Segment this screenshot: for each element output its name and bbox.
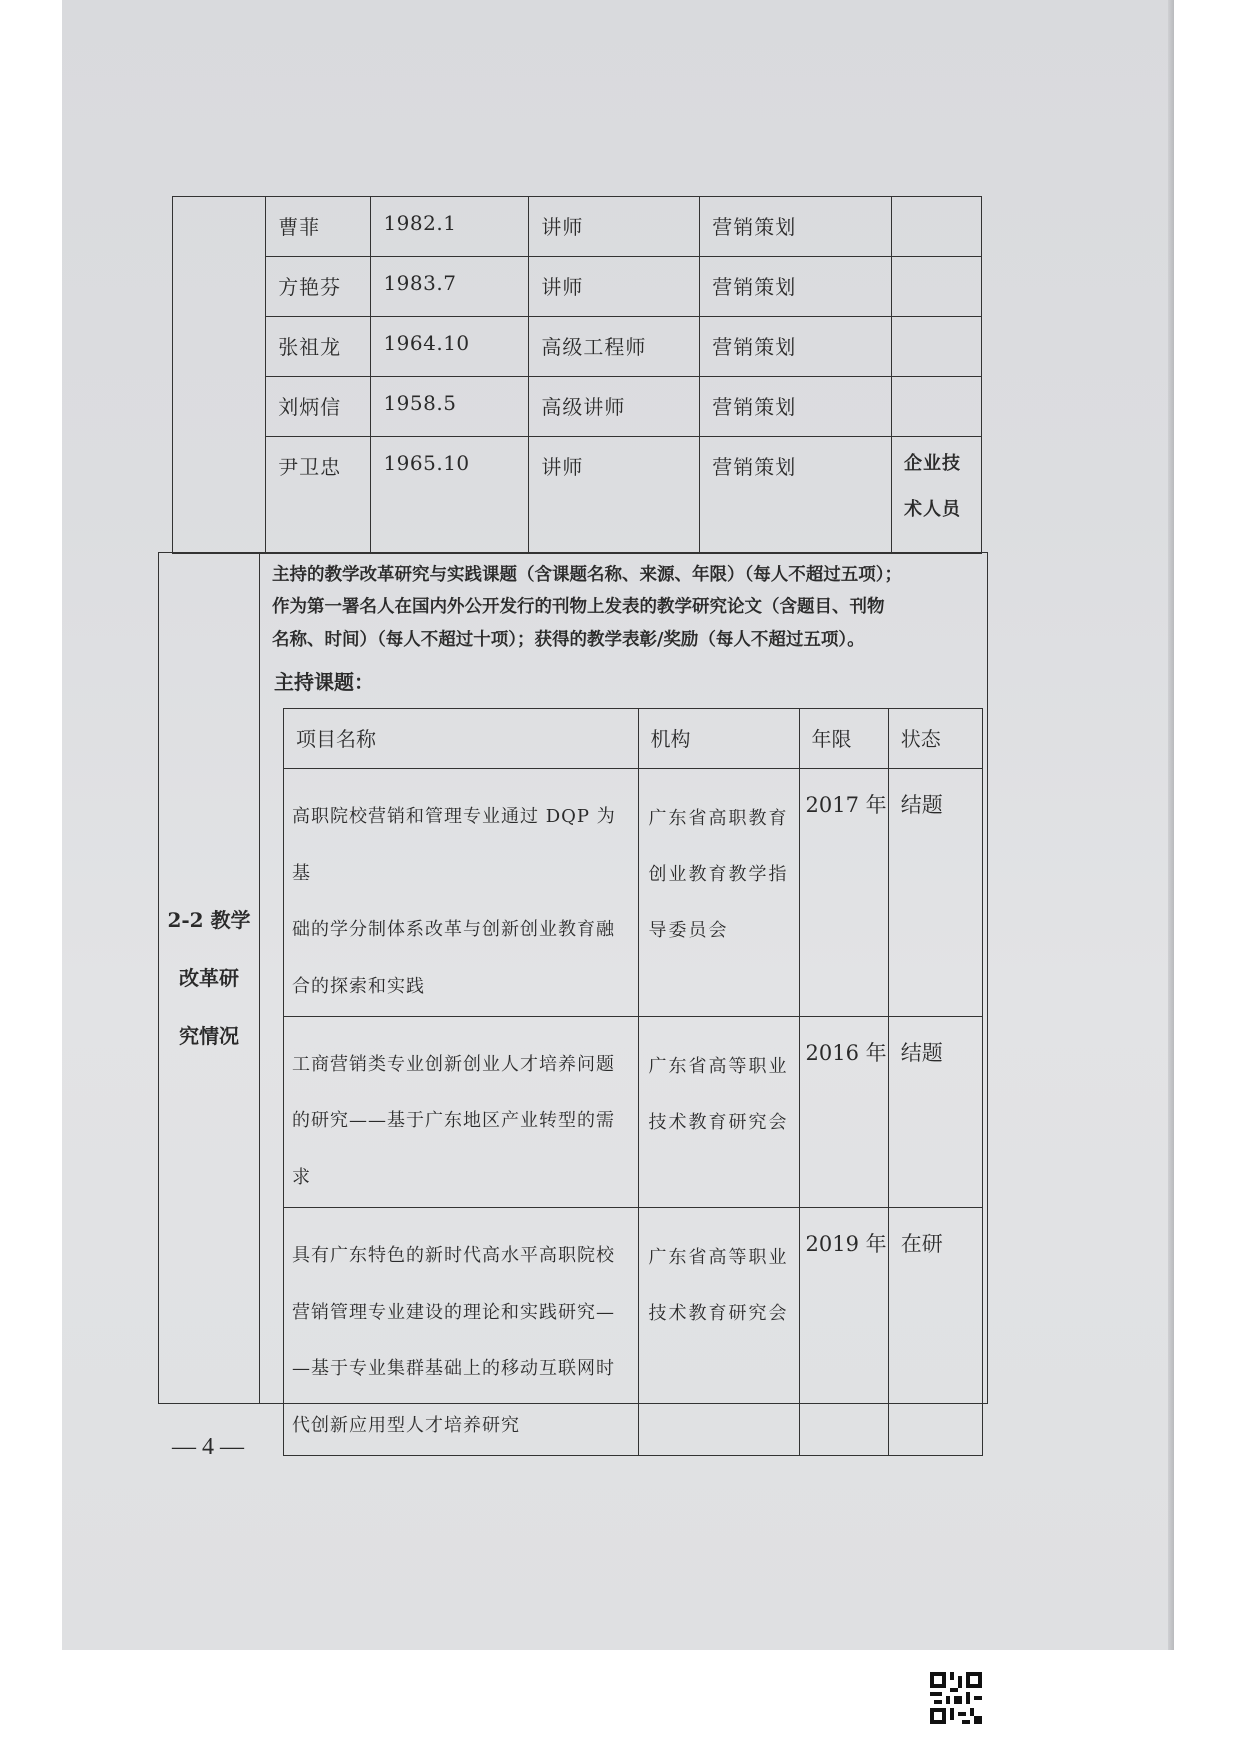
staff-major: 营销策划 [700,377,892,437]
project-name-line: 合的探索和实践 [292,976,425,998]
staff-major: 营销策划 [700,317,892,377]
project-name-line: 求 [292,1167,311,1189]
header-status: 状态 [888,709,982,769]
project-org-line: 导委员会 [648,919,729,941]
project-org-line: 创业教育教学指 [648,863,789,885]
staff-major: 营销策划 [700,197,892,257]
project-org-line: 广东省高等职业 [648,1246,789,1268]
staff-note [891,257,981,317]
staff-table [172,196,982,554]
staff-note [891,197,981,257]
staff-birth-date: 1982.1 [371,197,529,257]
project-status: 结题 [888,1016,982,1207]
staff-birth-date: 1965.10 [371,437,529,554]
host-projects-title: 主持课题： [274,670,374,695]
staff-category-cell [173,197,266,554]
staff-name: 方艳芬 [266,257,371,317]
description-line: 作为第一署名人在国内外公开发行的刊物上发表的教学研究论文（含题目、刊物 [272,597,885,618]
staff-major: 营销策划 [700,257,892,317]
description-line: 主持的教学改革研究与实践课题（含课题名称、来源、年限）（每人不超过五项）； [272,565,902,585]
staff-birth-date: 1983.7 [371,257,529,317]
header-year: 年限 [799,709,888,769]
project-name-line: 代创新应用型人才培养研究 [292,1414,520,1436]
table-row [284,769,983,1017]
staff-note [891,437,981,554]
project-org [638,769,799,1017]
staff-title: 讲师 [529,437,700,554]
staff-title: 讲师 [529,197,700,257]
project-status: 结题 [888,769,982,1017]
staff-name: 曹菲 [266,197,371,257]
project-name [284,1016,639,1207]
project-name-line: 础的学分制体系改革与创新创业教育融 [292,919,615,941]
staff-name: 刘炳信 [266,377,371,437]
project-name-line: 工商营销类专业创新创业人才培养问题 [292,1053,615,1075]
table-row [173,257,982,317]
staff-title: 高级讲师 [529,377,700,437]
section-label-line: 改革研 [179,966,239,990]
staff-major: 营销策划 [700,437,892,554]
project-org-line: 广东省高等职业 [648,1055,789,1077]
staff-note [891,377,981,437]
staff-birth-date: 1958.5 [371,377,529,437]
project-org-line: 技术教育研究会 [648,1302,789,1324]
header-project-name: 项目名称 [284,709,639,769]
staff-note-line: 企业技 [903,453,961,474]
projects-table [283,708,983,1456]
staff-note-line: 术人员 [903,498,961,520]
header-org: 机构 [638,709,799,769]
project-name-line: —基于专业集群基础上的移动互联网时 [292,1358,615,1380]
project-year: 2016 年 [799,1016,888,1207]
project-status: 在研 [888,1207,982,1455]
staff-title: 高级工程师 [529,317,700,377]
project-name [284,769,639,1017]
project-year: 2017 年 [799,769,888,1017]
table-row [173,197,982,257]
project-org [638,1016,799,1207]
project-org-line: 广东省高职教育 [648,808,789,829]
project-name [284,1207,639,1455]
staff-title: 讲师 [529,257,700,317]
staff-name: 张祖龙 [266,317,371,377]
section-label [159,553,260,1404]
project-org-line: 技术教育研究会 [648,1111,789,1133]
project-name-line: 营销管理专业建设的理论和实践研究— [292,1301,615,1323]
table-row [173,377,982,437]
staff-name: 尹卫忠 [266,437,371,554]
page-number: — 4 — [172,1434,244,1460]
qr-code-icon [930,1672,982,1724]
table-row [173,317,982,377]
page-edge-shadow [1168,0,1174,1650]
staff-note [891,317,981,377]
section-label-line: 究情况 [179,1024,239,1048]
section-description [260,553,987,656]
table-row [284,1016,983,1207]
table-header-row [284,709,983,769]
staff-birth-date: 1964.10 [371,317,529,377]
section-label-line: 2-2 教学 [167,908,251,932]
table-row [173,437,982,554]
project-name-line: 具有广东特色的新时代高水平高职院校 [292,1244,615,1266]
project-year: 2019 年 [799,1207,888,1455]
table-row [284,1207,983,1455]
project-org [638,1207,799,1455]
description-line: 名称、时间）（每人不超过十项）；获得的教学表彰/奖励（每人不超过五项）。 [272,629,865,650]
project-name-line: 高职院校营销和管理专业通过 DQP 为基 [292,806,616,884]
project-name-line: 的研究——基于广东地区产业转型的需 [292,1110,615,1132]
